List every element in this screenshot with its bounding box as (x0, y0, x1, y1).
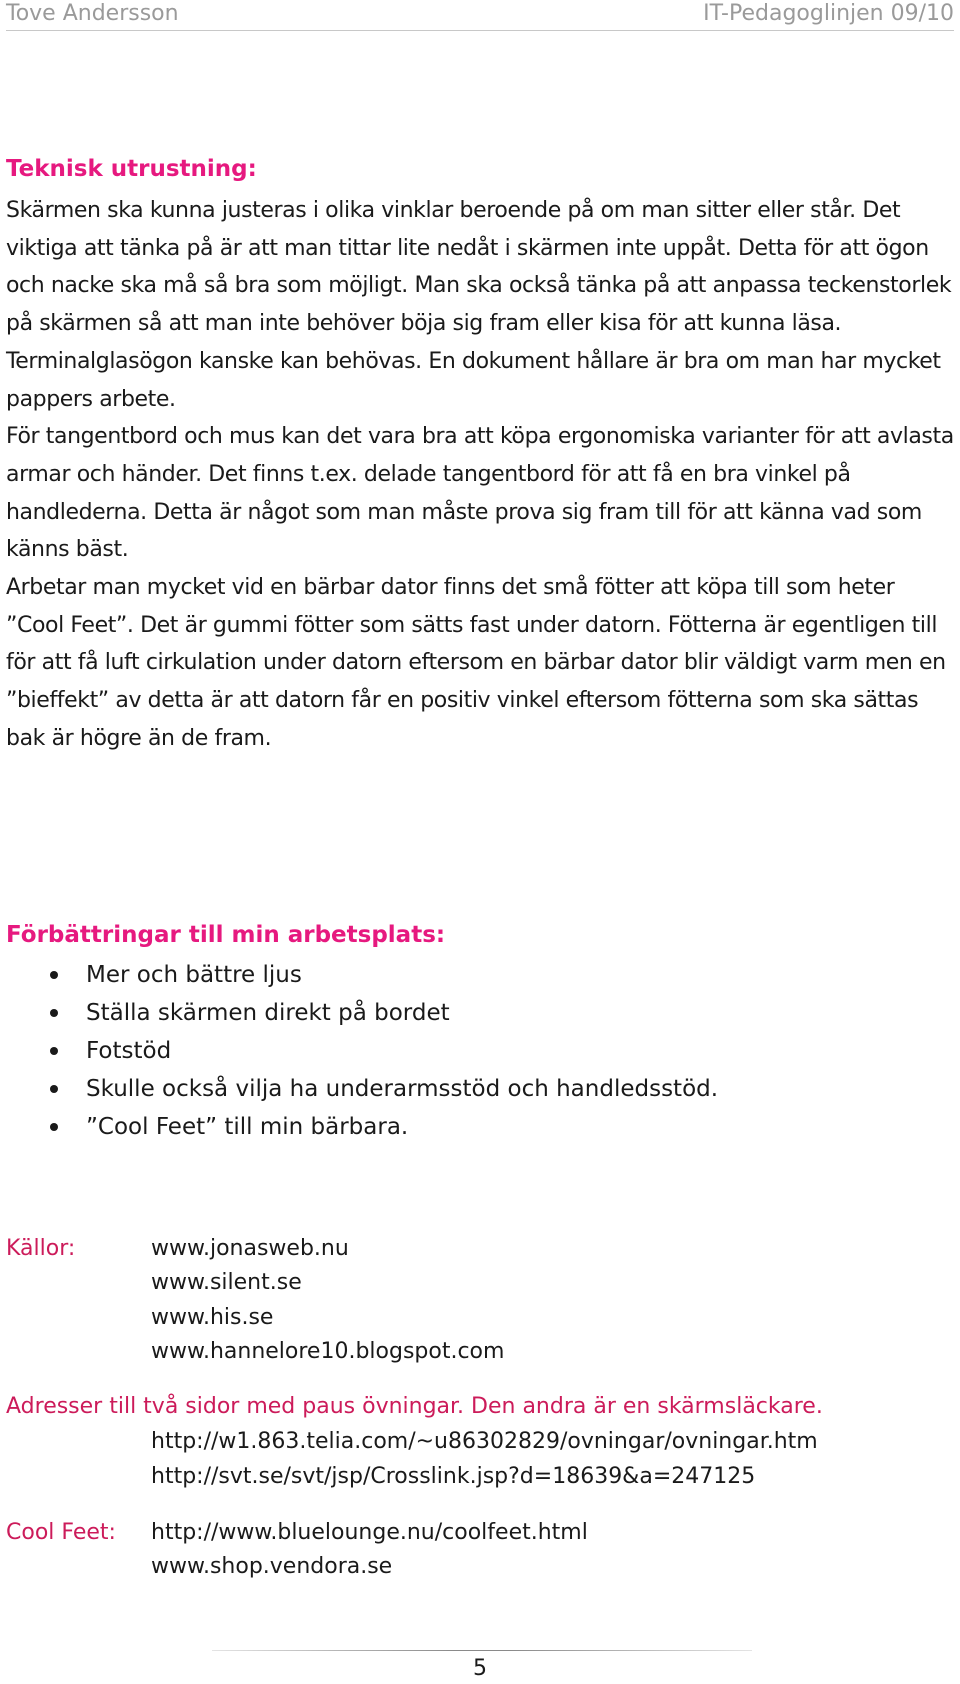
list-item (0, 1070, 718, 1108)
section-heading-improvements: Förbättringar till min arbetsplats: (6, 922, 446, 948)
bullet-icon (50, 1009, 58, 1017)
section-heading-technical-equipment: Teknisk utrustning: (6, 156, 257, 182)
source-link[interactable]: www.silent.se (151, 1270, 302, 1296)
list-item (0, 956, 718, 994)
paragraph: Arbetar man mycket vid en bärbar dator finns det små fötter att köpa till som heter ”Cool Feet”. Det är gummi fötter som sätts fast under datorn. Fötterna är egentligen till för att få luft cirkulation under datorn eftersom en bärbar dator blir väldigt varm men en ”bieffekt” av detta är att datorn får en positiv vinkel eftersom fötterna som ska sättas bak är högre än de fram. (6, 575, 946, 751)
page-header (6, 0, 954, 31)
footer-divider (212, 1650, 752, 1651)
list-item (0, 1108, 718, 1146)
coolfeet-links (151, 1516, 588, 1584)
sources-label: Källor: (6, 1236, 76, 1261)
coolfeet-link[interactable]: www.shop.vendora.se (151, 1554, 393, 1579)
list-item-text: Ställa skärmen direkt på bordet (86, 1000, 450, 1026)
list-item-text: Mer och bättre ljus (86, 962, 302, 988)
list-item (0, 994, 718, 1032)
address-link[interactable]: http://w1.863.telia.com/~u86302829/ovningar/ovningar.htm (151, 1429, 818, 1454)
improvements-list (0, 956, 718, 1146)
source-link[interactable]: www.hannelore10.blogspot.com (151, 1338, 505, 1364)
source-link[interactable]: www.his.se (151, 1304, 274, 1330)
bullet-icon (50, 1085, 58, 1093)
bullet-icon (50, 1047, 58, 1055)
list-item-text: Fotstöd (86, 1038, 172, 1064)
list-item-text: ”Cool Feet” till min bärbara. (86, 1114, 409, 1140)
header-course: IT-Pedagoglinjen 09/10 (703, 1, 954, 26)
coolfeet-link[interactable]: http://www.bluelounge.nu/coolfeet.html (151, 1520, 588, 1545)
list-item (0, 1032, 718, 1070)
source-link[interactable]: www.jonasweb.nu (151, 1236, 349, 1261)
coolfeet-label: Cool Feet: (6, 1520, 116, 1545)
address-link[interactable]: http://svt.se/svt/jsp/Crosslink.jsp?d=18639&a=247125 (151, 1464, 756, 1489)
bullet-icon (50, 971, 58, 979)
sources-links (151, 1232, 504, 1369)
header-author: Tove Andersson (6, 1, 179, 26)
section-body-technical-equipment (6, 192, 956, 758)
bullet-icon (50, 1123, 58, 1131)
list-item-text: Skulle också vilja ha underarmsstöd och handledsstöd. (86, 1076, 719, 1102)
page-number: 5 (473, 1656, 487, 1681)
addresses-links (151, 1424, 818, 1494)
paragraph: Skärmen ska kunna justeras i olika vinklar beroende på om man sitter eller står. Det viktiga att tänka på är att man tittar lite nedåt i skärmen inte uppåt. Detta för att ögon och nacke ska må så bra som möjligt. Man ska också tänka på att anpassa teckenstorlek på skärmen så att man inte behöver böja sig fram eller kisa för att kunna läsa. Terminalglasögon kanske kan behövas. En dokument hållare är bra om man har mycket pappers arbete. (6, 198, 952, 412)
addresses-label: Adresser till två sidor med paus övningar. Den andra är en skärmsläckare. (6, 1394, 823, 1419)
paragraph: För tangentbord och mus kan det vara bra att köpa ergonomiska varianter för att avlasta armar och händer. Det finns t.ex. delade tangentbord för att få en bra vinkel på handlederna. Detta är något som man måste prova sig fram till för att känna vad som känns bäst. (6, 424, 954, 563)
